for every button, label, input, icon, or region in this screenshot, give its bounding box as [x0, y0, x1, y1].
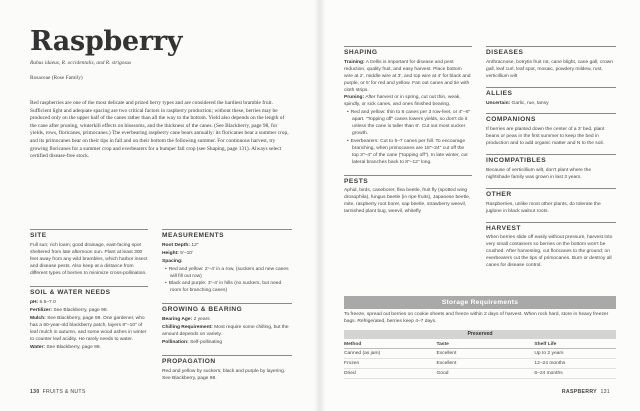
water-label: Water:	[30, 344, 46, 350]
spacing-label: Spacing:	[162, 258, 183, 264]
right-page-number: 131	[600, 389, 610, 395]
plant-family: Rosaceae (Rose Family)	[30, 75, 83, 81]
table-cell: Good	[436, 368, 534, 378]
intro-paragraph: Red raspberries are one of the most delicate and prized berry types and are considered the hardiest bramble fruit. Sufficient light and adequate spacing are two critical factors in raspberry production; without these, berries may be produced only on the upper half of the canes rather than all the way to the bottom. Yield also depends on the length of the cane after pruning, winterkill effects on blossoms, and the thickness of the canes. (See Blackberry, page 98, for yields, rows, floricanes, primocanes.) The everbearing raspberry cane bears annually: its floricanes bear a summer crop, and its primocanes bear on their tips in fall and on their bottom the following summer. For continuous harvest, try growing floricanes for a summer crop and everbearers for a bumper fall crop (see Shaping, page 131). Always select certified disease-free stock.	[30, 100, 289, 160]
bearing-line	[162, 317, 292, 324]
chilling-line	[162, 325, 292, 339]
spacing-line	[162, 259, 292, 266]
table-cell: Frozen	[344, 358, 436, 368]
measurements-heading: MEASUREMENTS	[162, 229, 292, 240]
ph-value: 5.5–7.0	[39, 300, 56, 306]
left-page-number: 130	[30, 389, 40, 395]
table-cell: 6–24 months	[534, 368, 616, 378]
root-depth-line	[162, 243, 292, 250]
incompatibles-heading: INCOMPATIBLES	[486, 154, 616, 165]
site-text: Full sun; rich loam; good drainage, east-facing spot sheltered from late afternoon sun. Plant at least 300 feet away from any wild brambles, which harbor insect and disease pests. Also keep at a distance from different types of berries to minimize cross-pollination.	[30, 242, 148, 276]
left-section-name: FRUITS & NUTS	[42, 389, 86, 395]
bearing-value: 2 years	[193, 317, 210, 323]
diseases-text: Anthracnose, botrytis fruit rot, cane blight, cane gall, crown gall, leaf curl, leaf spot, mosaic, powdery mildew, rust, verticillium wilt	[486, 59, 613, 79]
ph-label: pH:	[30, 300, 39, 306]
pests-heading: PESTS	[344, 175, 472, 186]
allies-value: Garlic, rue, tansy	[511, 100, 549, 106]
column-header: Shelf Life	[534, 339, 616, 349]
training-line	[344, 60, 472, 95]
table-cell: Excellent	[436, 358, 534, 368]
column-header: Method	[344, 339, 436, 349]
column-header: Taste	[436, 339, 534, 349]
mulch-value: See Blackberry, page 98. One gardener, who has a 60-year-old blackberry patch, layers 8"–10" of leaf mulch in autumn, and some wood ashes in winter to counter leaf acidity. He rarely needs to water.	[30, 316, 147, 342]
right-folio	[562, 389, 610, 395]
table-row	[344, 368, 616, 378]
companions-heading: COMPANIONS	[486, 113, 616, 124]
allies-label: Uncertain:	[486, 100, 511, 106]
other-text: Raspberries, unlike most other plants, do tolerate the juglone in black walnut roots.	[486, 201, 601, 214]
pruning-label: Pruning:	[344, 95, 365, 101]
pruning-bullet: • Everbearers: Cut to 5–7 canes per hill. To encourage branching, when primocanes are 18"–24" cut off the top 3"–4" of the cane ("topping off"). In late winter, cut lateral branches back to 8"–12" long.	[344, 139, 472, 167]
soil-heading: SOIL & WATER NEEDS	[30, 286, 148, 297]
table-header-row	[344, 339, 616, 349]
harvest-text: When berries slide off easily without pressure, harvest into very small containers so berries on the bottom won't be crushed. After harvesting, cut floricanes to the ground; on everbearers cut the tips of primocanes. Burn or destroy all canes for disease control.	[486, 235, 613, 269]
pollination-label: Pollination:	[162, 339, 189, 345]
harvest-heading: HARVEST	[486, 222, 616, 233]
pruning-bullet: • Red and yellow: thin to 8 canes per 3 row-feet, or 4"–6" apart. "Topping off" canes lowers yields, so don't do it unless the cane is taller than 6'. Cut out most sucker growth.	[344, 110, 472, 138]
shaping-column	[344, 46, 472, 217]
root-depth-value: 12"	[191, 242, 199, 248]
table-cell: Canned (as jam)	[344, 348, 436, 358]
height-value: 5'–10'	[180, 250, 193, 256]
mulch-line	[30, 316, 148, 344]
table-cell: 12–24 months	[534, 358, 616, 368]
chilling-label: Chilling Requirement:	[162, 325, 213, 331]
page-title: Raspberry	[30, 26, 183, 57]
propagation-text: Red and yellow by suckers; black and purple by layering. See Blackberry, page 98.	[162, 368, 286, 381]
storage-heading: Storage Requirements	[344, 296, 616, 309]
site-heading: SITE	[30, 229, 148, 240]
table-cell: Dried	[344, 368, 436, 378]
height-line	[162, 251, 292, 258]
diseases-column	[486, 46, 616, 271]
training-value: A trellis is important for disease and pest reduction, quality fruit, and easy harvest. Place bottom wire at 2', middle wire at 3', and top wire at 4' for black and purple, or 5' for red and yellow. Fan out canes and tie with cloth strips.	[344, 59, 471, 93]
pollination-line	[162, 340, 292, 347]
fertilizer-label: Fertilizer:	[30, 308, 53, 314]
spacing-item: • Red and yellow: 2'–4' in a row, (suckers and new canes will fill out row)	[162, 267, 292, 281]
chilling-value: Most require some chilling, but the amount depends on variety.	[162, 325, 289, 337]
training-label: Training:	[344, 59, 365, 65]
table-row	[344, 348, 616, 358]
water-value: See Blackberry, page 98.	[46, 344, 101, 350]
bearing-label: Bearing Age:	[162, 317, 193, 323]
storage-description: To freeze, spread out berries on cookie sheets and freeze within 2 days of harvest. When rock hard, store in heavy freezer bags. Refrigerated, berries keep 4–7 days.	[344, 312, 609, 324]
right-column	[162, 229, 292, 384]
other-heading: OTHER	[486, 188, 616, 199]
incompatibles-text: Because of verticillium wilt, don't plant where the nightshade family was grown in last 3 years.	[486, 167, 592, 180]
allies-heading: ALLIES	[486, 87, 616, 98]
companions-text: If berries are planted down the center of a 3' bed, plant beans or peas in the first summer to keep the bed in production and to add organic matter and N to the soil.	[486, 127, 605, 147]
table-row	[344, 358, 616, 368]
mulch-label: Mulch:	[30, 316, 46, 322]
storage-table	[344, 339, 616, 379]
diseases-heading: DISEASES	[486, 46, 616, 57]
book-gutter	[314, 0, 326, 411]
fertilizer-line	[30, 308, 148, 315]
spacing-item: • Black and purple: 3'–4' in hills (no suckers, but need room for branching canes)	[162, 281, 292, 295]
storage-requirements-box	[344, 296, 616, 379]
ph-line	[30, 300, 148, 307]
left-column	[30, 229, 148, 353]
left-folio	[30, 389, 86, 395]
height-label: Height:	[162, 250, 179, 256]
pollination-value: Self-pollinating	[189, 339, 223, 345]
preserved-subheading: Preserved	[344, 330, 616, 339]
latin-names: Rubus idaeus, R. occidentalis, and R. strigosus	[30, 60, 132, 66]
pruning-value: After harvest or in spring, cut out thin, weak, spindly, or sick canes, and ones finished bearing.	[344, 95, 461, 108]
table-cell: Up to 2 years	[534, 348, 616, 358]
propagation-heading: PROPAGATION	[162, 355, 292, 366]
right-section-name: RASPBERRY	[561, 389, 597, 395]
allies-line	[486, 101, 616, 108]
shaping-heading: SHAPING	[344, 46, 472, 57]
pruning-line	[344, 95, 472, 109]
table-cell: Excellent	[436, 348, 534, 358]
fertilizer-value: See Blackberry, page 98.	[53, 308, 108, 314]
pests-text: Aphid, birds, caneborer, flea beetle, fruit fly (spotted wing drosophila), fungus beetle (in ripe fruits), Japanese beetle, mite, raspberry root borer, sap beetle, strawberry weevil, tarnished plant bug, weevil, whitefly	[344, 188, 471, 215]
water-line	[30, 345, 148, 352]
growing-heading: GROWING & BEARING	[162, 303, 292, 314]
root-depth-label: Root Depth:	[162, 242, 190, 248]
